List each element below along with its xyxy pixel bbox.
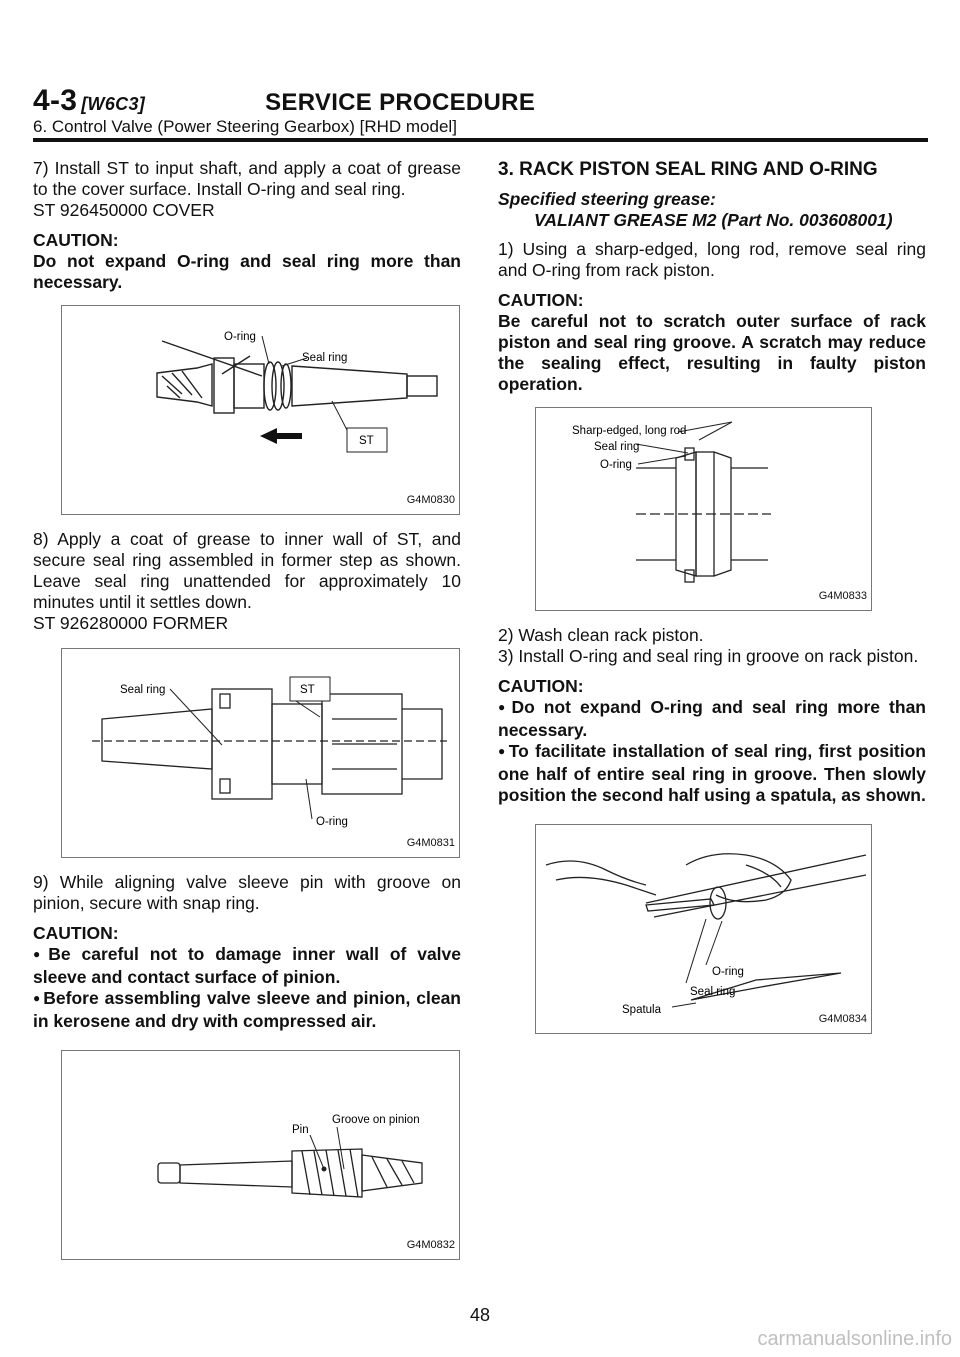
caution-bullet-1: ● Do not expand O-ring and seal ring more than necessary.: [498, 697, 926, 741]
caution-text: Do not expand O-ring and seal ring more than necessary.: [33, 251, 461, 292]
caution-label: CAUTION:: [498, 290, 584, 310]
page-title: SERVICE PROCEDURE: [265, 89, 536, 116]
figure-id: G4M0832: [406, 1239, 455, 1251]
fig2-label-sealring: Seal ring: [120, 684, 166, 696]
header-divider: [33, 138, 928, 142]
figure-id: G4M0831: [406, 837, 455, 849]
step-7: 7) Install ST to input shaft, and apply a coat of grease to the cover surface. Install O-ring and seal ring.: [33, 158, 461, 199]
caution-bullet-2: ● To facilitate installation of seal ring, first position one half of entire seal ring in groove. Then slowly position the second half using a spatula, as shown.: [498, 741, 926, 806]
caution-text: Be careful not to scratch outer surface of rack piston and seal ring groove. A scratch may reduce the sealing effect, resulting in faulty piston operation.: [498, 311, 926, 394]
caution-bullet-1: ● Be careful not to damage inner wall of valve sleeve and contact surface of pinion.: [33, 944, 461, 988]
caution-bullet-2: ● Before assembling valve sleeve and pinion, clean in kerosene and dry with compressed air.: [33, 988, 461, 1032]
fig4-label-oring: O-ring: [600, 459, 632, 471]
figure-g4m0833: [535, 407, 872, 611]
grease-spec: [498, 189, 926, 231]
figure-g4m0830: [61, 305, 460, 515]
pinion-pin-illustration: [62, 1051, 459, 1259]
caution-label: CAUTION:: [33, 230, 119, 250]
step-8: 8) Apply a coat of grease to inner wall of ST, and secure seal ring assembled in former step as shown. Leave seal ring unattended for approximately 10 minutes until it settles down.: [33, 529, 461, 612]
grease-spec-label: Specified steering grease:: [498, 189, 716, 209]
step-9: 9) While aligning valve sleeve pin with groove on pinion, secure with snap ring.: [33, 872, 461, 913]
figure-g4m0832: [61, 1050, 460, 1260]
figure-id: G4M0834: [818, 1013, 867, 1025]
figure-id: G4M0830: [406, 494, 455, 506]
section-code: [W6C3]: [81, 94, 146, 114]
fig3-label-groove: Groove on pinion: [332, 1114, 420, 1126]
page-subtitle: 6. Control Valve (Power Steering Gearbox) [RHD model]: [33, 117, 457, 136]
figure-id: G4M0833: [818, 590, 867, 602]
fig1-label-oring: O-ring: [224, 331, 256, 343]
fig1-label-st: ST: [359, 435, 374, 447]
caution-label: CAUTION:: [498, 676, 584, 696]
shaft-oring-illustration: [62, 306, 459, 514]
figure-g4m0831: [61, 648, 460, 858]
fig5-label-spatula: Spatula: [622, 1004, 662, 1016]
caution-label: CAUTION:: [33, 923, 119, 943]
fig2-label-oring: O-ring: [316, 816, 348, 828]
step-2: 2) Wash clean rack piston.: [498, 625, 704, 645]
former-seal-illustration: [62, 649, 459, 857]
section-heading: 3. RACK PISTON SEAL RING AND O-RING: [498, 159, 878, 180]
fig1-label-sealring: Seal ring: [302, 352, 348, 364]
fig3-label-pin: Pin: [292, 1124, 309, 1136]
fig4-label-rod: Sharp-edged, long rod: [572, 425, 687, 437]
step-1: 1) Using a sharp-edged, long rod, remove seal ring and O-ring from rack piston.: [498, 239, 926, 280]
section-number: 4-3: [33, 84, 78, 117]
page-number: 48: [469, 1305, 491, 1325]
rack-piston-illustration: [536, 408, 871, 610]
watermark: carmanualsonline.info: [757, 1328, 952, 1350]
page-header: [33, 84, 535, 118]
fig4-label-sealring: Seal ring: [594, 441, 640, 453]
step-3: 3) Install O-ring and seal ring in groove on rack piston.: [498, 646, 919, 666]
step-7-tool: ST 926450000 COVER: [33, 200, 215, 220]
grease-spec-value: VALIANT GREASE M2 (Part No. 003608001): [534, 210, 893, 230]
spatula-seal-illustration: [536, 825, 871, 1033]
step-8-tool: ST 926280000 FORMER: [33, 613, 229, 633]
fig5-label-oring: O-ring: [712, 966, 744, 978]
fig2-label-st: ST: [300, 684, 315, 696]
figure-g4m0834: [535, 824, 872, 1034]
fig5-label-sealring: Seal ring: [690, 986, 736, 998]
right-column: [498, 158, 926, 1048]
left-column: [33, 158, 461, 1274]
